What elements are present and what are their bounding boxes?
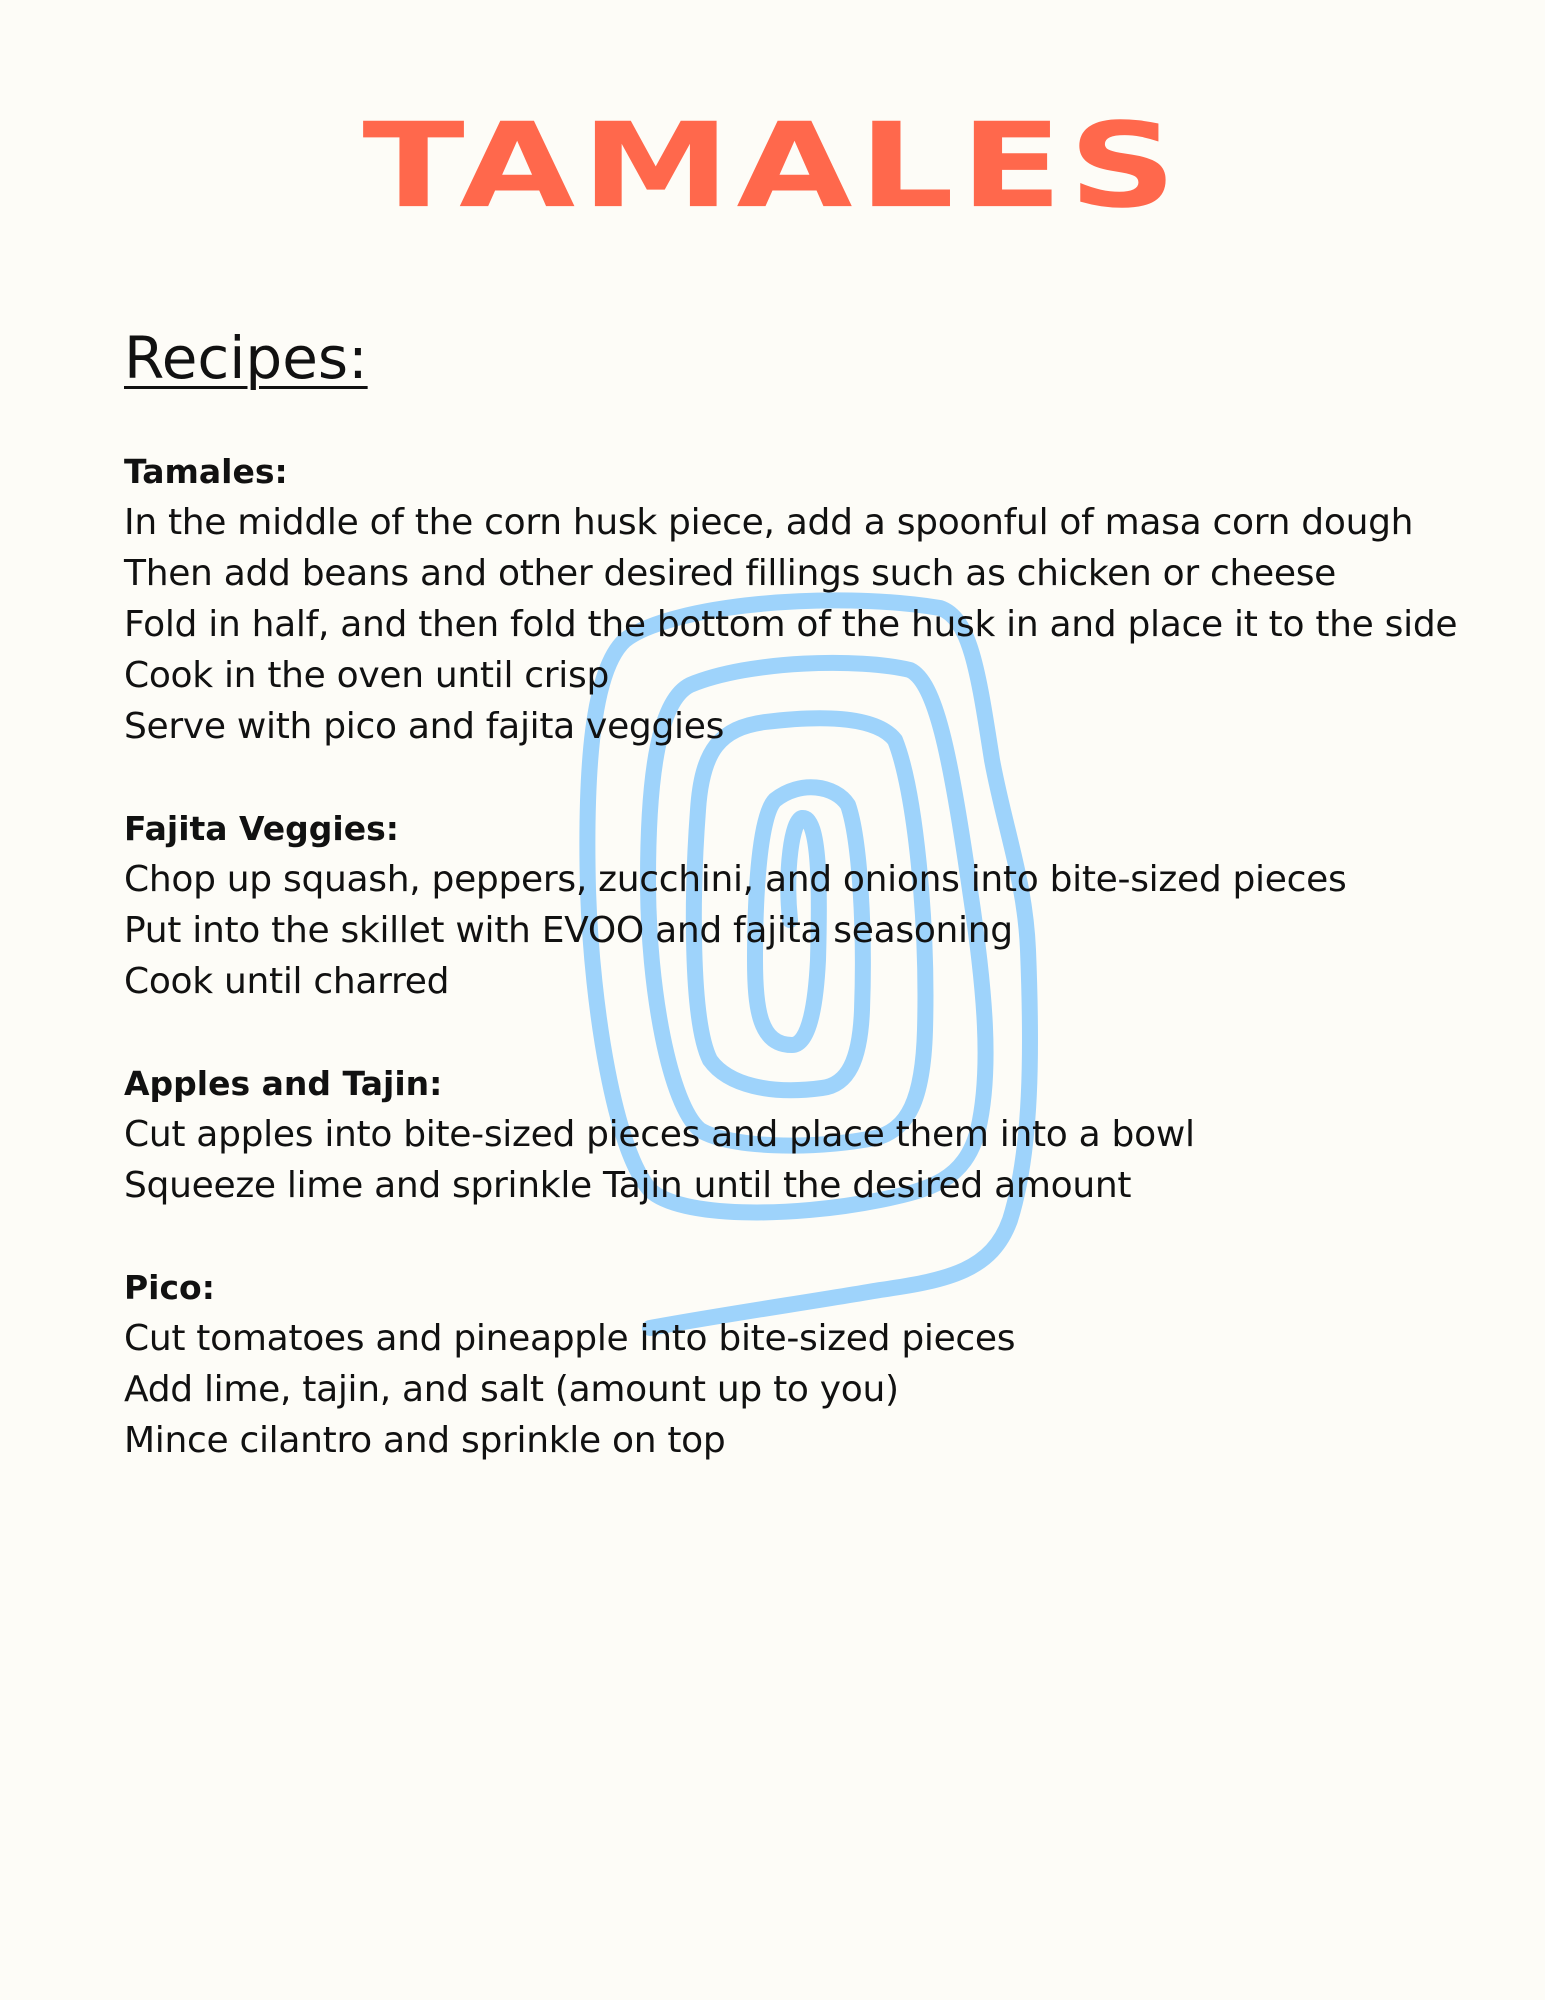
recipe-step: Mince cilantro and sprinkle on top <box>124 1420 726 1461</box>
recipe-title: Pico: <box>124 1268 215 1307</box>
recipes-heading: Recipes: <box>124 324 368 392</box>
recipe-step: Fold in half, and then fold the bottom of the husk in and place it to the side <box>124 604 1458 645</box>
recipe-section-pico <box>124 1262 1524 1466</box>
recipe-step: Cook until charred <box>124 961 450 1002</box>
recipe-step: Cut tomatoes and pineapple into bite-sized pieces <box>124 1318 1016 1359</box>
recipe-section-fajita-veggies <box>124 803 1524 1007</box>
page-title: TAMALES <box>362 98 1183 235</box>
recipe-title: Apples and Tajin: <box>124 1064 443 1103</box>
recipe-step: In the middle of the corn husk piece, add a spoonful of masa corn dough <box>124 502 1414 543</box>
recipe-section-apples-and-tajin <box>124 1058 1524 1211</box>
recipe-step: Squeeze lime and sprinkle Tajin until the desired amount <box>124 1165 1132 1206</box>
recipe-step: Serve with pico and fajita veggies <box>124 706 725 747</box>
recipes-content <box>124 318 1524 1517</box>
recipe-title: Fajita Veggies: <box>124 809 399 848</box>
recipe-step: Then add beans and other desired fillings such as chicken or cheese <box>124 553 1337 594</box>
recipe-step: Add lime, tajin, and salt (amount up to you) <box>124 1369 899 1410</box>
recipe-step: Cut apples into bite-sized pieces and place them into a bowl <box>124 1114 1195 1155</box>
recipe-section-tamales <box>124 446 1524 752</box>
recipe-step: Put into the skillet with EVOO and fajita seasoning <box>124 910 1013 951</box>
recipe-step: Cook in the oven until crisp <box>124 655 610 696</box>
recipe-title: Tamales: <box>124 452 288 491</box>
recipe-step: Chop up squash, peppers, zucchini, and onions into bite-sized pieces <box>124 859 1347 900</box>
